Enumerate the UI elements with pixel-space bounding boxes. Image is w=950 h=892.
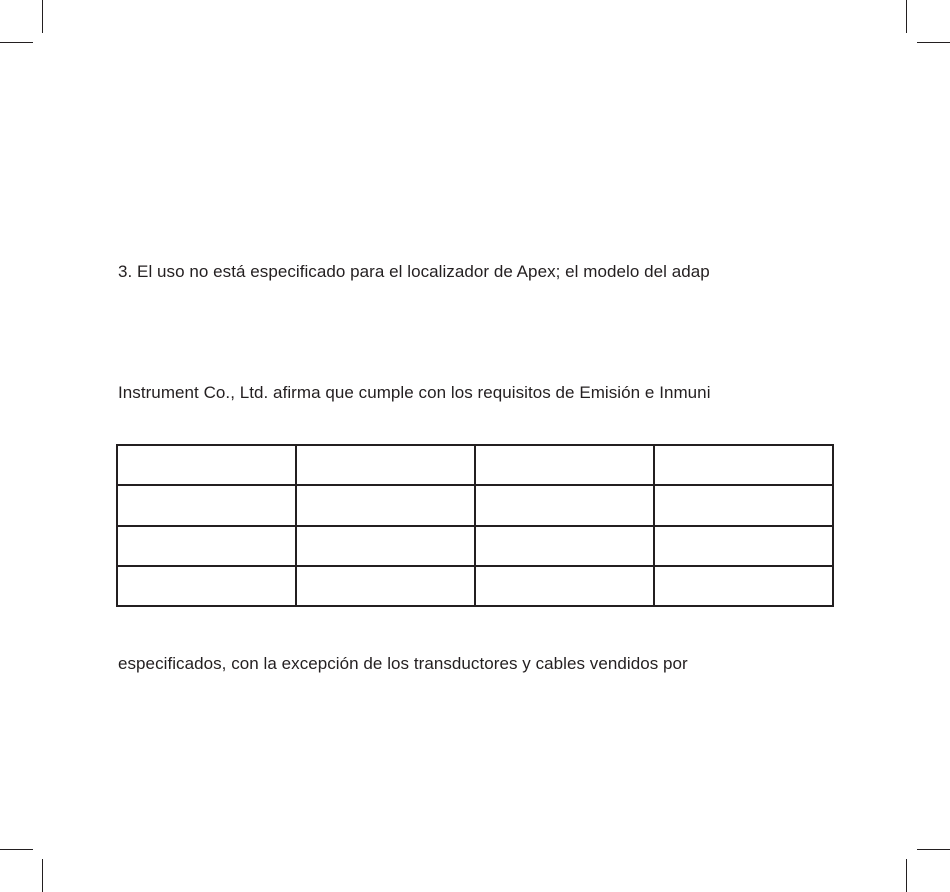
table-cell <box>475 445 654 485</box>
table-cell <box>475 566 654 606</box>
table-cell <box>475 526 654 566</box>
table-cell <box>654 445 833 485</box>
table-cell <box>296 445 475 485</box>
table-cell <box>654 526 833 566</box>
table-cell <box>296 485 475 525</box>
empty-table <box>116 444 834 607</box>
table-cell <box>117 485 296 525</box>
crop-mark-top-left-horizontal <box>0 42 33 43</box>
crop-mark-bottom-right-vertical <box>906 859 907 892</box>
table-cell <box>117 566 296 606</box>
paragraph-line-emission-immunity: Instrument Co., Ltd. afirma que cumple con los requisitos de Emisión e Inmuni <box>118 383 711 402</box>
table-row <box>117 526 833 566</box>
crop-mark-bottom-left-vertical <box>42 859 43 892</box>
crop-mark-top-right-horizontal <box>917 42 950 43</box>
table-cell <box>475 485 654 525</box>
paragraph-line-apex-usage: 3. El uso no está especificado para el localizador de Apex; el modelo del adap <box>118 262 710 281</box>
crop-mark-bottom-left-horizontal <box>0 849 33 850</box>
table-cell <box>654 566 833 606</box>
paragraph-line-transducers-cables: especificados, con la excepción de los transductores y cables vendidos por <box>118 654 688 673</box>
table-cell <box>117 445 296 485</box>
crop-mark-bottom-right-horizontal <box>917 849 950 850</box>
crop-mark-top-left-vertical <box>42 0 43 33</box>
table-cell <box>654 485 833 525</box>
crop-mark-top-right-vertical <box>906 0 907 33</box>
table-cell <box>296 526 475 566</box>
table-row <box>117 566 833 606</box>
table-row <box>117 445 833 485</box>
table-cell <box>117 526 296 566</box>
table-cell <box>296 566 475 606</box>
table-row <box>117 485 833 525</box>
